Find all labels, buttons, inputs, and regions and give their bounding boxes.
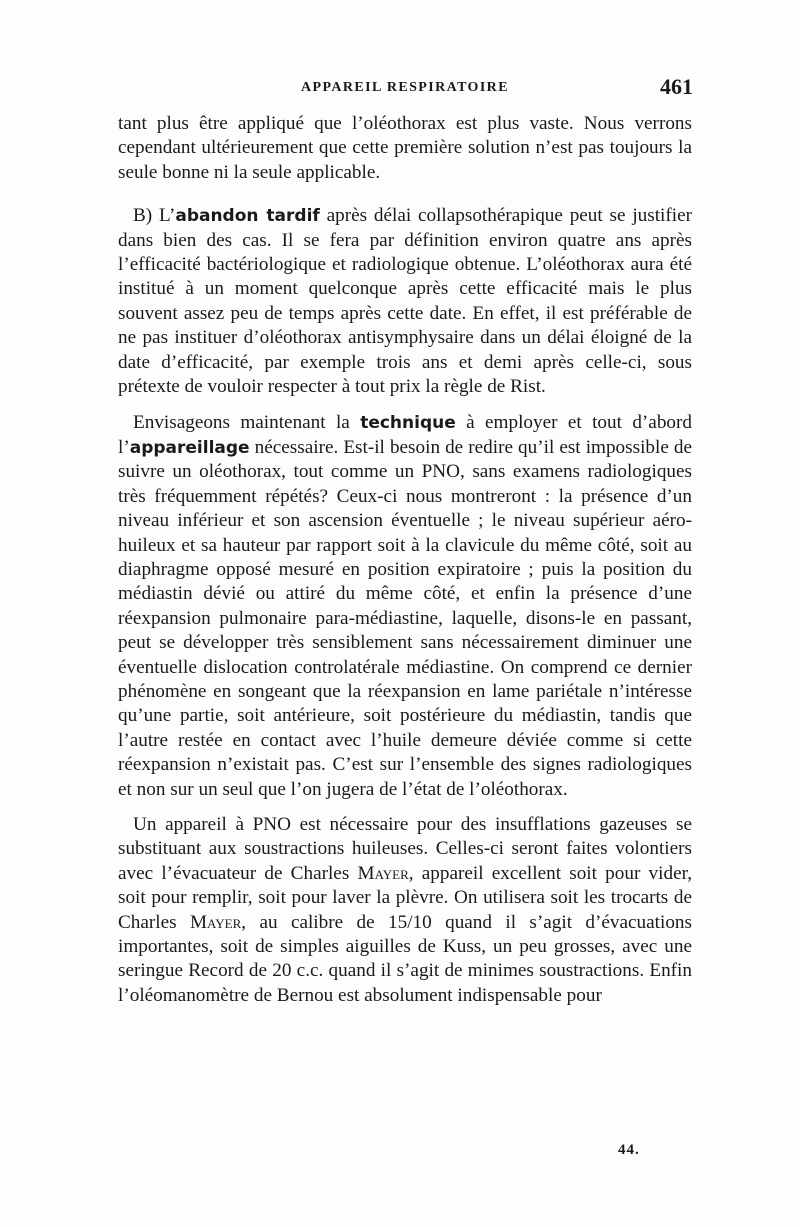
paragraph-4-middle: , appareil excellent soit pour vider, soit pour remplir, soit pour laver la plèvre. On utilisera soit les trocarts de Charles — [118, 862, 692, 933]
paragraph-2-text: après délai collapsothérapique peut se justifier dans bien des cas. Il se fera par définition environ quatre ans après l’efficacité bactériologique et radiologique obtenue. L’oléothorax aura été institué à un moment quelconque après cette efficacité mais le plus souvent assez peu de temps après cette date. En effet, il est préférable de ne pas instituer d’oléothorax antisymphysaire dans un délai éloigné de la date d’efficacité, par exemple trois ans et demi après celle-ci, sous prétexte de vouloir respecter à tout prix la règle de Rist. — [118, 205, 692, 398]
paragraph-4-lead: Un appareil à PNO est nécessaire pour des insufflations gazeuses se substituant aux soustractions huileuses. Celles-ci seront faites volontiers avec l’évacuateur de Charles — [118, 813, 692, 884]
author-name-mayer-2: Mayer — [190, 911, 242, 933]
paragraph-3-text: nécessaire. Est-il besoin de redire qu’il est impossible de suivre un oléothorax, tout comme un PNO, sans examens radiologiques très fréquemment répétés? Ceux-ci nous montreront : la présence d’un niveau inférieur et son ascension éventuelle ; le niveau supérieur aéro-huileux et sa hauteur par rapport soit à la clavicule du même côté, soit au diaphragme opposé mesuré en position expiratoire ; puis la position du médiastin dévié ou attiré du même côté, et enfin la présence d’une réexpansion pulmonaire para-médiastine, laquelle, disons-le en passant, peut se développer très sensiblement sans nécessairement diminuer une éventuelle dislocation controlatérale médiastine. On comprend ce dernier phénomène en songeant que la réexpansion en lame pariétale n’intéresse qu’une partie, soit antérieure, soit postérieure du médiastin, tandis que l’autre restée en contact avec l’huile demeure déviée comme si cette réexpansion n’existait pas. C’est sur l’ensemble des signes radiologiques et non sur un seul que l’on jugera de l’état de l’oléothorax. — [118, 436, 692, 800]
running-head — [0, 74, 800, 104]
signature-mark: 44. — [618, 1142, 640, 1158]
paragraph-2-lead: B) L’ — [133, 205, 176, 227]
keyword-technique: technique — [360, 413, 456, 434]
paragraph-3 — [118, 411, 692, 802]
author-name-mayer-1: Mayer — [357, 862, 409, 884]
paragraph-1 — [118, 112, 692, 185]
paragraph-4-text: , au calibre de 15/10 quand il s’agit d’évacuations importantes, soit de simples aiguilles de Kuss, un peu grosses, avec une seringue Record de 20 c.c. quand il s’agit de minimes soustractions. Enfin l’oléomanomètre de Bernou est absolument indispensable pour — [118, 911, 692, 1006]
paragraph-3-middle: à employer et tout d’abord l’ — [118, 412, 692, 458]
page-number: 461 — [660, 74, 693, 99]
paragraph-3-lead: Envisageons maintenant la — [133, 412, 361, 434]
paragraph-2 — [118, 204, 692, 399]
paragraph-4 — [118, 813, 692, 1008]
paragraph-1-text: tant plus être appliqué que l’oléothorax est plus vaste. Nous verrons cependant ultérieurement que cette première solution n’est pas toujours la seule bonne ni la seule applicable. — [118, 113, 692, 183]
keyword-abandon-tardif: abandon tardif — [175, 206, 320, 227]
running-title: APPAREIL RESPIRATOIRE — [301, 80, 509, 95]
body-text — [118, 112, 692, 1008]
keyword-appareillage: appareillage — [129, 437, 250, 458]
